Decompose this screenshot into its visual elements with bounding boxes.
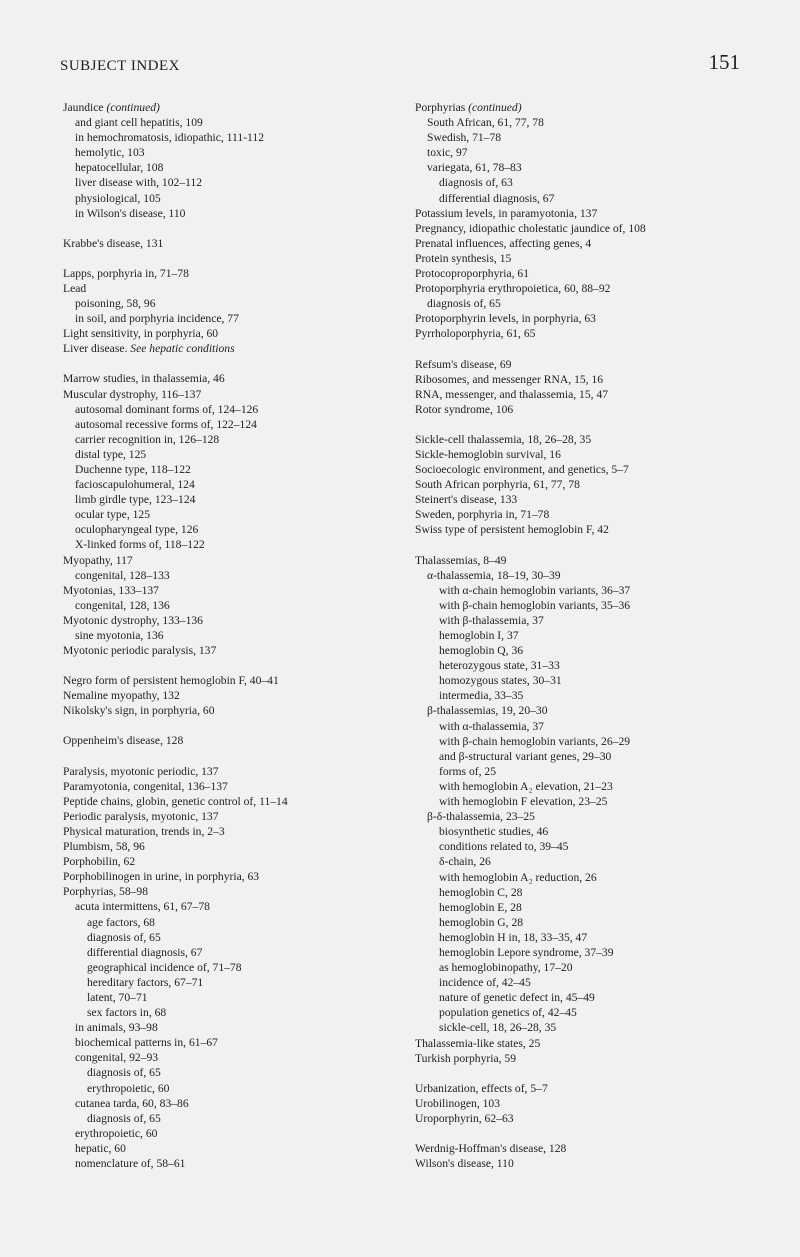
index-entry: Pregnancy, idiopathic cholestatic jaundice of, 108 xyxy=(415,221,646,235)
index-entry: Porphyrias (continued) xyxy=(415,101,522,114)
index-entry: Porphyrias, 58–98 xyxy=(63,885,149,899)
index-column-right xyxy=(415,100,750,1171)
index-entry: Protoporphyria erythropoietica, 60, 88–92 xyxy=(415,282,611,296)
index-subentry: in Wilson's disease, 110 xyxy=(75,206,186,220)
index-subentry: nomenclature of, 58–61 xyxy=(75,1157,186,1170)
index-entry: Protocoproporphyria, 61 xyxy=(415,267,529,281)
index-subentry: with β-thalassemia, 37 xyxy=(439,613,544,627)
index-subentry: biosynthetic studies, 46 xyxy=(439,825,549,839)
index-subentry: diagnosis of, 65 xyxy=(87,930,161,944)
index-subentry: with α-thalassemia, 37 xyxy=(439,719,544,733)
index-subentry: autosomal recessive forms of, 122–124 xyxy=(75,417,257,431)
index-subentry: biochemical patterns in, 61–67 xyxy=(75,1036,218,1050)
index-subentry: differential diagnosis, 67 xyxy=(439,191,555,205)
index-subentry: diagnosis of, 65 xyxy=(87,1066,161,1080)
index-subentry: with hemoglobin A₂ reduction, 26 xyxy=(439,870,597,884)
index-subentry: poisoning, 58, 96 xyxy=(75,297,156,311)
section-gap xyxy=(415,417,750,432)
index-entry: Wilson's disease, 110 xyxy=(415,1157,514,1171)
section-gap xyxy=(415,342,750,357)
index-entry: Werdnig-Hoffman's disease, 128 xyxy=(415,1142,567,1155)
index-entry: Paramyotonia, congenital, 136–137 xyxy=(63,779,228,793)
section-gap xyxy=(415,1126,750,1141)
index-subentry: β-δ-thalassemia, 23–25 xyxy=(427,810,535,824)
index-subentry: South African, 61, 77, 78 xyxy=(427,116,544,130)
index-subentry: oculopharyngeal type, 126 xyxy=(75,523,199,537)
index-entry: Physical maturation, trends in, 2–3 xyxy=(63,824,225,838)
index-subentry: and giant cell hepatitis, 109 xyxy=(75,116,203,130)
index-entry: Swiss type of persistent hemoglobin F, 42 xyxy=(415,523,609,537)
index-subentry: population genetics of, 42–45 xyxy=(439,1006,577,1020)
section-gap xyxy=(63,251,398,266)
index-subentry: δ-chain, 26 xyxy=(439,855,491,869)
section-gap xyxy=(415,538,750,553)
index-subentry: congenital, 128, 136 xyxy=(75,598,170,612)
index-entry: Sweden, porphyria in, 71–78 xyxy=(415,508,550,522)
index-entry: Refsum's disease, 69 xyxy=(415,357,512,371)
index-subentry: heterozygous state, 31–33 xyxy=(439,659,560,673)
italic-note: (continued) xyxy=(106,101,160,114)
section-gap xyxy=(63,221,398,236)
index-entry: Thalassemia-like states, 25 xyxy=(415,1036,541,1050)
index-subentry: hepatic, 60 xyxy=(75,1141,126,1155)
index-entry: RNA, messenger, and thalassemia, 15, 47 xyxy=(415,387,609,401)
index-subentry: variegata, 61, 78–83 xyxy=(427,161,522,175)
index-subentry: acuta intermittens, 61, 67–78 xyxy=(75,900,210,914)
index-entry: Oppenheim's disease, 128 xyxy=(63,734,184,748)
index-subentry: hemoglobin H in, 18, 33–35, 47 xyxy=(439,930,588,944)
index-entry: Prenatal influences, affecting genes, 4 xyxy=(415,236,592,250)
index-subentry: latent, 70–71 xyxy=(87,990,148,1004)
italic-note: See hepatic conditions xyxy=(130,342,235,356)
index-entry: Light sensitivity, in porphyria, 60 xyxy=(63,327,219,341)
index-subentry: hemoglobin E, 28 xyxy=(439,900,522,914)
index-subentry: with α-chain hemoglobin variants, 36–37 xyxy=(439,583,631,597)
index-entry: Krabbe's disease, 131 xyxy=(63,236,164,250)
index-subentry: differential diagnosis, 67 xyxy=(87,945,203,959)
index-subentry: sex factors in, 68 xyxy=(87,1006,167,1020)
index-subentry: diagnosis of, 65 xyxy=(427,297,501,311)
index-entry: Porphobilinogen in urine, in porphyria, 63 xyxy=(63,870,260,884)
index-subentry: X-linked forms of, 118–122 xyxy=(75,538,205,552)
index-subentry: ocular type, 125 xyxy=(75,508,151,522)
index-subentry: with β-chain hemoglobin variants, 26–29 xyxy=(439,734,631,748)
index-subentry: with hemoglobin F elevation, 23–25 xyxy=(439,795,608,809)
index-subentry: nature of genetic defect in, 45–49 xyxy=(439,991,595,1005)
index-subentry: congenital, 92–93 xyxy=(75,1051,159,1065)
page-header xyxy=(60,50,740,84)
index-subentry: erythropoietic, 60 xyxy=(87,1081,170,1095)
index-entry: Peptide chains, globin, genetic control of, 11–14 xyxy=(63,794,288,808)
index-subentry: conditions related to, 39–45 xyxy=(439,840,569,854)
index-subentry: sickle-cell, 18, 26–28, 35 xyxy=(439,1021,557,1035)
running-head: SUBJECT INDEX xyxy=(60,58,180,74)
page-number: 151 xyxy=(708,50,740,74)
index-subentry: Duchenne type, 118–122 xyxy=(75,462,191,476)
index-subentry: hemoglobin Lepore syndrome, 37–39 xyxy=(439,945,614,959)
index-subentry: sine myotonia, 136 xyxy=(75,629,164,642)
index-entry: Protein synthesis, 15 xyxy=(415,251,512,265)
index-subentry: hemoglobin Q, 36 xyxy=(439,644,524,658)
index-subentry: autosomal dominant forms of, 124–126 xyxy=(75,402,259,416)
index-subentry: in soil, and porphyria incidence, 77 xyxy=(75,312,239,326)
index-entry: Sickle-cell thalassemia, 18, 26–28, 35 xyxy=(415,432,592,446)
index-subentry: incidence of, 42–45 xyxy=(439,976,531,990)
index-entry: Thalassemias, 8–49 xyxy=(415,553,507,567)
index-entry: Steinert's disease, 133 xyxy=(415,493,518,507)
index-entry: Myotonic dystrophy, 133–136 xyxy=(63,613,203,627)
index-subentry: carrier recognition in, 126–128 xyxy=(75,432,220,446)
index-subentry: diagnosis of, 65 xyxy=(87,1111,161,1125)
section-gap xyxy=(63,356,398,371)
index-subentry: and β-structural variant genes, 29–30 xyxy=(439,749,612,763)
index-entry: Rotor syndrome, 106 xyxy=(415,402,514,416)
index-subentry: hemoglobin I, 37 xyxy=(439,629,519,642)
section-gap xyxy=(63,749,398,764)
index-subentry: toxic, 97 xyxy=(427,146,468,160)
index-entry: Nikolsky's sign, in porphyria, 60 xyxy=(63,704,215,718)
section-gap xyxy=(415,1066,750,1081)
index-entry: South African porphyria, 61, 77, 78 xyxy=(415,478,580,492)
index-subentry: liver disease with, 102–112 xyxy=(75,176,203,190)
index-subentry: hereditary factors, 67–71 xyxy=(87,975,204,989)
index-entry: Plumbism, 58, 96 xyxy=(63,840,145,854)
index-entry: Urobilinogen, 103 xyxy=(415,1096,501,1110)
index-subentry: distal type, 125 xyxy=(75,447,147,461)
index-subentry: in hemochromatosis, idiopathic, 111-112 xyxy=(75,131,265,145)
index-entry: Socioecologic environment, and genetics, 5–7 xyxy=(415,463,629,477)
index-subentry: homozygous states, 30–31 xyxy=(439,674,562,688)
index-entry: Muscular dystrophy, 116–137 xyxy=(63,387,202,401)
index-entry: Turkish porphyria, 59 xyxy=(415,1051,517,1065)
index-subentry: physiological, 105 xyxy=(75,191,161,205)
section-gap xyxy=(63,718,398,733)
index-subentry: as hemoglobinopathy, 17–20 xyxy=(439,961,573,975)
section-gap xyxy=(63,658,398,673)
index-subentry: β-thalassemias, 19, 20–30 xyxy=(427,704,548,718)
index-entry: Marrow studies, in thalassemia, 46 xyxy=(63,372,225,386)
index-entry: Liver disease. See hepatic conditions xyxy=(63,342,235,356)
index-entry: Potassium levels, in paramyotonia, 137 xyxy=(415,206,598,220)
index-subentry: hemolytic, 103 xyxy=(75,146,145,160)
index-entry: Lead xyxy=(63,281,87,295)
index-entry: Lapps, porphyria in, 71–78 xyxy=(63,266,189,280)
index-entry: Ribosomes, and messenger RNA, 15, 16 xyxy=(415,372,604,386)
index-subentry: forms of, 25 xyxy=(439,764,496,778)
index-entry: Negro form of persistent hemoglobin F, 40–41 xyxy=(63,674,279,688)
index-subentry: hemoglobin C, 28 xyxy=(439,885,523,899)
index-subentry: erythropoietic, 60 xyxy=(75,1126,158,1140)
index-subentry: hemoglobin G, 28 xyxy=(439,915,524,929)
italic-note: (continued) xyxy=(468,101,522,114)
index-subentry: with β-chain hemoglobin variants, 35–36 xyxy=(439,598,631,612)
index-entry: Myotonic periodic paralysis, 137 xyxy=(63,644,217,658)
index-entry: Periodic paralysis, myotonic, 137 xyxy=(63,809,219,823)
index-subentry: geographical incidence of, 71–78 xyxy=(87,960,242,974)
index-subentry: cutanea tarda, 60, 83–86 xyxy=(75,1096,189,1110)
index-subentry: limb girdle type, 123–124 xyxy=(75,493,196,507)
index-subentry: facioscapulohumeral, 124 xyxy=(75,478,195,492)
index-entry: Nemaline myopathy, 132 xyxy=(63,689,180,703)
index-entry: Myopathy, 117 xyxy=(63,553,133,567)
index-entry: Uroporphyrin, 62–63 xyxy=(415,1111,514,1125)
index-subentry: α-thalassemia, 18–19, 30–39 xyxy=(427,568,561,582)
index-subentry: with hemoglobin A₂ elevation, 21–23 xyxy=(439,779,613,793)
index-entry: Porphobilin, 62 xyxy=(63,855,136,869)
index-subentry: in animals, 93–98 xyxy=(75,1021,158,1035)
index-entry: Pyrrholoporphyria, 61, 65 xyxy=(415,327,536,341)
index-subentry: congenital, 128–133 xyxy=(75,568,170,582)
index-column-left xyxy=(63,100,398,1171)
index-subentry: age factors, 68 xyxy=(87,915,155,929)
index-entry: Urbanization, effects of, 5–7 xyxy=(415,1081,548,1095)
index-entry: Myotonias, 133–137 xyxy=(63,583,159,597)
index-entry: Jaundice (continued) xyxy=(63,101,160,114)
index-entry: Paralysis, myotonic periodic, 137 xyxy=(63,764,219,778)
index-subentry: diagnosis of, 63 xyxy=(439,176,513,190)
index-entry: Protoporphyrin levels, in porphyria, 63 xyxy=(415,312,596,326)
index-entry: Sickle-hemoglobin survival, 16 xyxy=(415,447,561,461)
index-subentry: hepatocellular, 108 xyxy=(75,161,164,175)
index-subentry: intermedia, 33–35 xyxy=(439,689,524,703)
index-subentry: Swedish, 71–78 xyxy=(427,131,502,145)
